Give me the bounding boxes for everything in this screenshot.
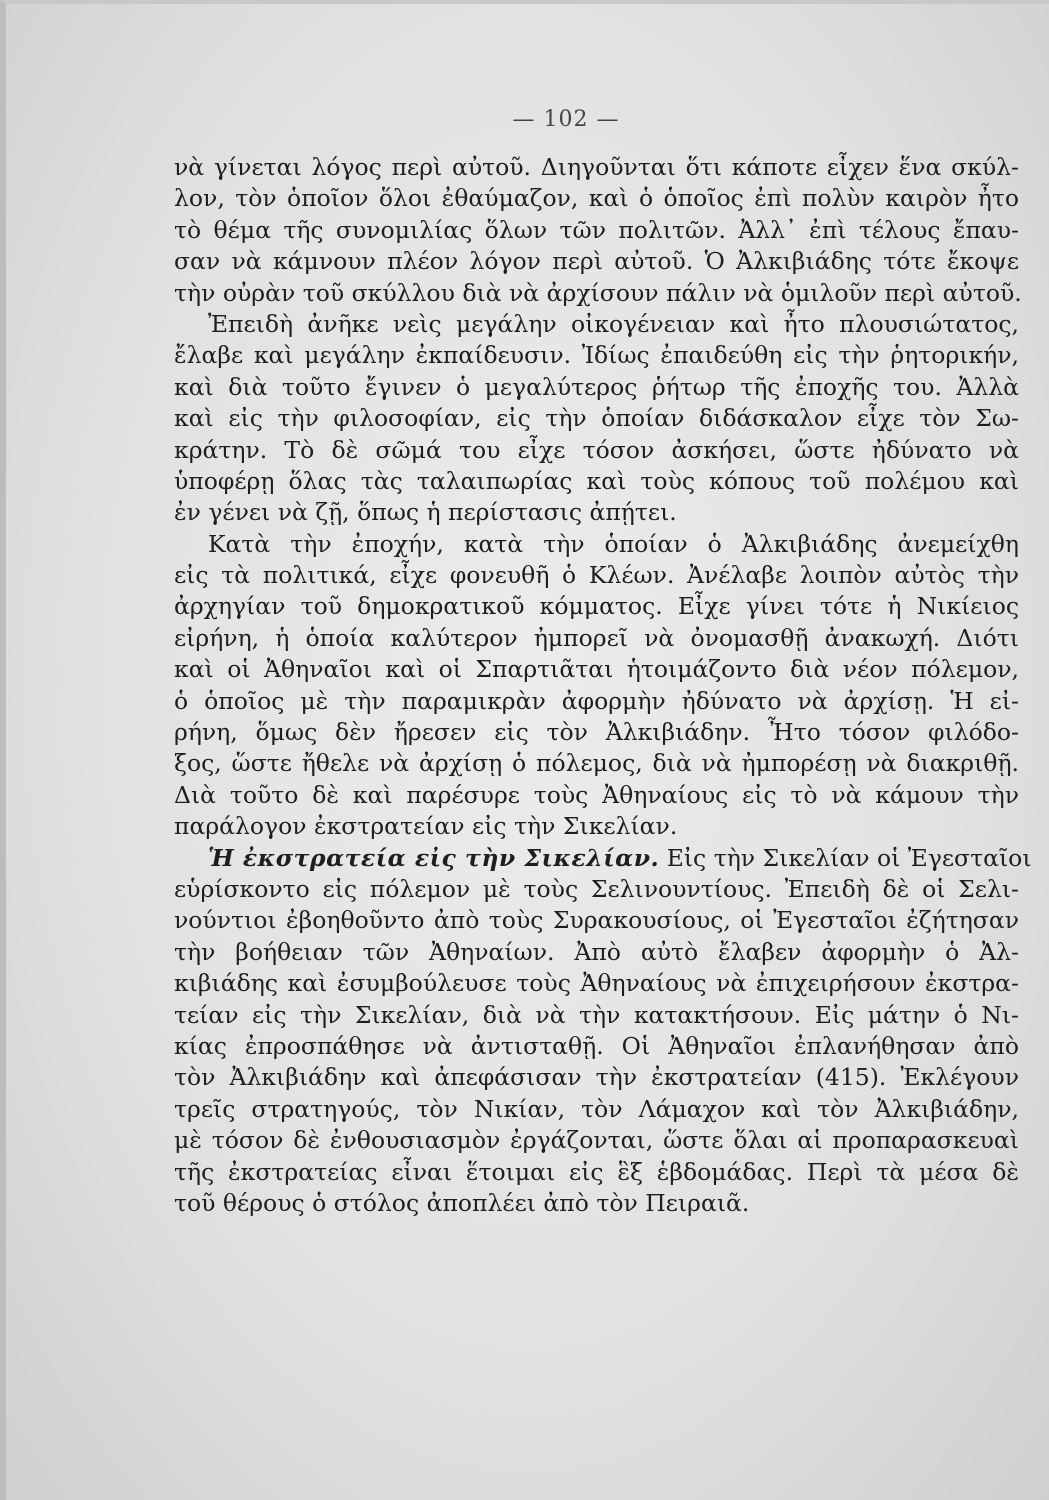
text-line: τῆς ἐκστρατείας εἶναι ἕτοιμαι εἰς ἓξ ἑβδομάδας. Περὶ τὰ μέσα δὲ bbox=[174, 1157, 1019, 1186]
text-line: ρήνη, ὅμως δὲν ἤρεσεν εἰς τὸν Ἀλκιβιάδην. Ἦτο τόσον φιλόδο- bbox=[174, 718, 1019, 747]
text-line: Διὰ τοῦτο δὲ καὶ παρέσυρε τοὺς Ἀθηναίους εἰς τὸ νὰ κάμουν τὴν bbox=[174, 780, 1019, 809]
text-line: ἔλαβε καὶ μεγάλην ἐκπαίδευσιν. Ἰδίως ἐπαιδεύθη εἰς τὴν ῥητορικήν, bbox=[174, 341, 1019, 370]
section-first-line-text: Εἰς τὴν Σικελίαν οἱ Ἐγεσταῖοι bbox=[659, 843, 1032, 872]
text-line: σαν νὰ κάμνουν πλέον λόγον περὶ αὐτοῦ. Ὁ Ἀλκιβιάδης τότε ἔκοψε bbox=[174, 247, 1019, 276]
text-line: κράτην. Τὸ δὲ σῶμά του εἶχε τόσον ἀσκήσει, ὥστε ἠδύνατο νὰ bbox=[174, 435, 1019, 464]
text-line: τρεῖς στρατηγούς, τὸν Νικίαν, τὸν Λάμαχον καὶ τὸν Ἀλκιβιάδην, bbox=[174, 1094, 1019, 1123]
text-line: εἰρήνη, ἡ ὁποία καλύτερον ἠμπορεῖ νὰ ὀνομασθῇ ἀνακωχή. Διότι bbox=[174, 623, 1019, 652]
text-line: τὴν οὐρὰν τοῦ σκύλλου διὰ νὰ ἀρχίσουν πάλιν νὰ ὁμιλοῦν περὶ αὐτοῦ. bbox=[174, 278, 1022, 307]
text-line: παράλογον ἐκστρατείαν εἰς τὴν Σικελίαν. bbox=[174, 812, 678, 841]
text-line: ἀρχηγίαν τοῦ δημοκρατικοῦ κόμματος. Εἶχε γίνει τότε ἡ Νικίειος bbox=[174, 592, 1019, 621]
text-line: τείαν εἰς τὴν Σικελίαν, διὰ νὰ τὴν κατακτήσουν. Εἰς μάτην ὁ Νι- bbox=[174, 1000, 1019, 1029]
text-line: Κατὰ τὴν ἐποχήν, κατὰ τὴν ὁποίαν ὁ Ἀλκιβιάδης ἀνεμείχθη bbox=[208, 529, 1019, 558]
section-first-line bbox=[174, 843, 1032, 874]
text-line: τὸ θέμα τῆς συνομιλίας ὅλων τῶν πολιτῶν. Ἀλλ᾿ ἐπὶ τέλους ἔπαυ- bbox=[174, 215, 1019, 244]
text-line: εὑρίσκοντο εἰς πόλεμον μὲ τοὺς Σελινουντίους. Ἐπειδὴ δὲ οἱ Σελι- bbox=[174, 874, 1019, 903]
text-line: νὰ γίνεται λόγος περὶ αὐτοῦ. Διηγοῦνται ὅτι κάποτε εἶχεν ἕνα σκύλ- bbox=[174, 153, 1019, 181]
text-line: τὸν Ἀλκιβιάδην καὶ ἀπεφάσισαν τὴν ἐκστρατείαν (415). Ἐκλέγουν bbox=[174, 1063, 1019, 1092]
text-line: ὁ ὁποῖος μὲ τὴν παραμικρὰν ἀφορμὴν ἠδύνατο νὰ ἀρχίσῃ. Ἡ εἰ- bbox=[174, 686, 1019, 715]
text-line: καὶ οἱ Ἀθηναῖοι καὶ οἱ Σπαρτιᾶται ἡτοιμάζοντο διὰ νέον πόλεμον, bbox=[174, 655, 1019, 684]
text-line: λον, τὸν ὁποῖον ὅλοι ἐθαύμαζον, καὶ ὁ ὁποῖος ἐπὶ πολὺν καιρὸν ἦτο bbox=[174, 184, 1019, 213]
text-line: καὶ εἰς τὴν φιλοσοφίαν, εἰς τὴν ὁποίαν διδάσκαλον εἶχε τὸν Σω- bbox=[174, 404, 1019, 433]
text-line: καὶ διὰ τοῦτο ἔγινεν ὁ μεγαλύτερος ῥήτωρ τῆς ἐποχῆς του. Ἀλλὰ bbox=[174, 372, 1019, 401]
text-line: εἰς τὰ πολιτικά, εἶχε φονευθῆ ὁ Κλέων. Ἀνέλαβε λοιπὸν αὐτὸς τὴν bbox=[174, 561, 1019, 590]
page-number: — 102 — bbox=[512, 107, 620, 132]
text-line: Ἐπειδὴ ἀνῆκε νεὶς μεγάλην οἰκογένειαν καὶ ἦτο πλουσιώτατος, bbox=[208, 309, 1019, 338]
text-line: τὴν βοήθειαν τῶν Ἀθηναίων. Ἀπὸ αὐτὸ ἔλαβεν ἀφορμὴν ὁ Ἀλ- bbox=[174, 937, 1019, 966]
body-text bbox=[174, 152, 1032, 1219]
text-line: κίας ἐπροσπάθησε νὰ ἀντισταθῇ. Οἱ Ἀθηναῖοι ἐπλανήθησαν ἀπὸ bbox=[174, 1031, 1019, 1060]
text-line: ξος, ὥστε ἤθελε νὰ ἀρχίσῃ ὁ πόλεμος, διὰ νὰ ἠμπορέσῃ νὰ διακριθῇ. bbox=[174, 749, 1019, 778]
text-line: μὲ τόσον δὲ ἐνθουσιασμὸν ἐργάζονται, ὥστε ὅλαι αἱ προπαρασκευαὶ bbox=[174, 1126, 1019, 1155]
text-line: τοῦ θέρους ὁ στόλος ἀποπλέει ἀπὸ τὸν Πειραιᾶ. bbox=[174, 1188, 750, 1217]
text-line: ὑποφέρῃ ὅλας τὰς ταλαιπωρίας καὶ τοὺς κόπους τοῦ πολέμου καὶ bbox=[174, 466, 1019, 495]
section-heading: Ἡ ἐκστρατεία εἰς τὴν Σικελίαν. bbox=[208, 843, 660, 872]
text-line: νούντιοι ἐβοηθοῦντο ἀπὸ τοὺς Συρακουσίους, οἱ Ἐγεσταῖοι ἐζήτησαν bbox=[174, 906, 1019, 935]
text-line: ἐν γένει νὰ ζῇ, ὅπως ἡ περίστασις ἀπῄτει. bbox=[174, 498, 677, 527]
text-line: κιβιάδης καὶ ἐσυμβούλευσε τοὺς Ἀθηναίους νὰ ἐπιχειρήσουν ἐκστρα- bbox=[174, 969, 1019, 998]
